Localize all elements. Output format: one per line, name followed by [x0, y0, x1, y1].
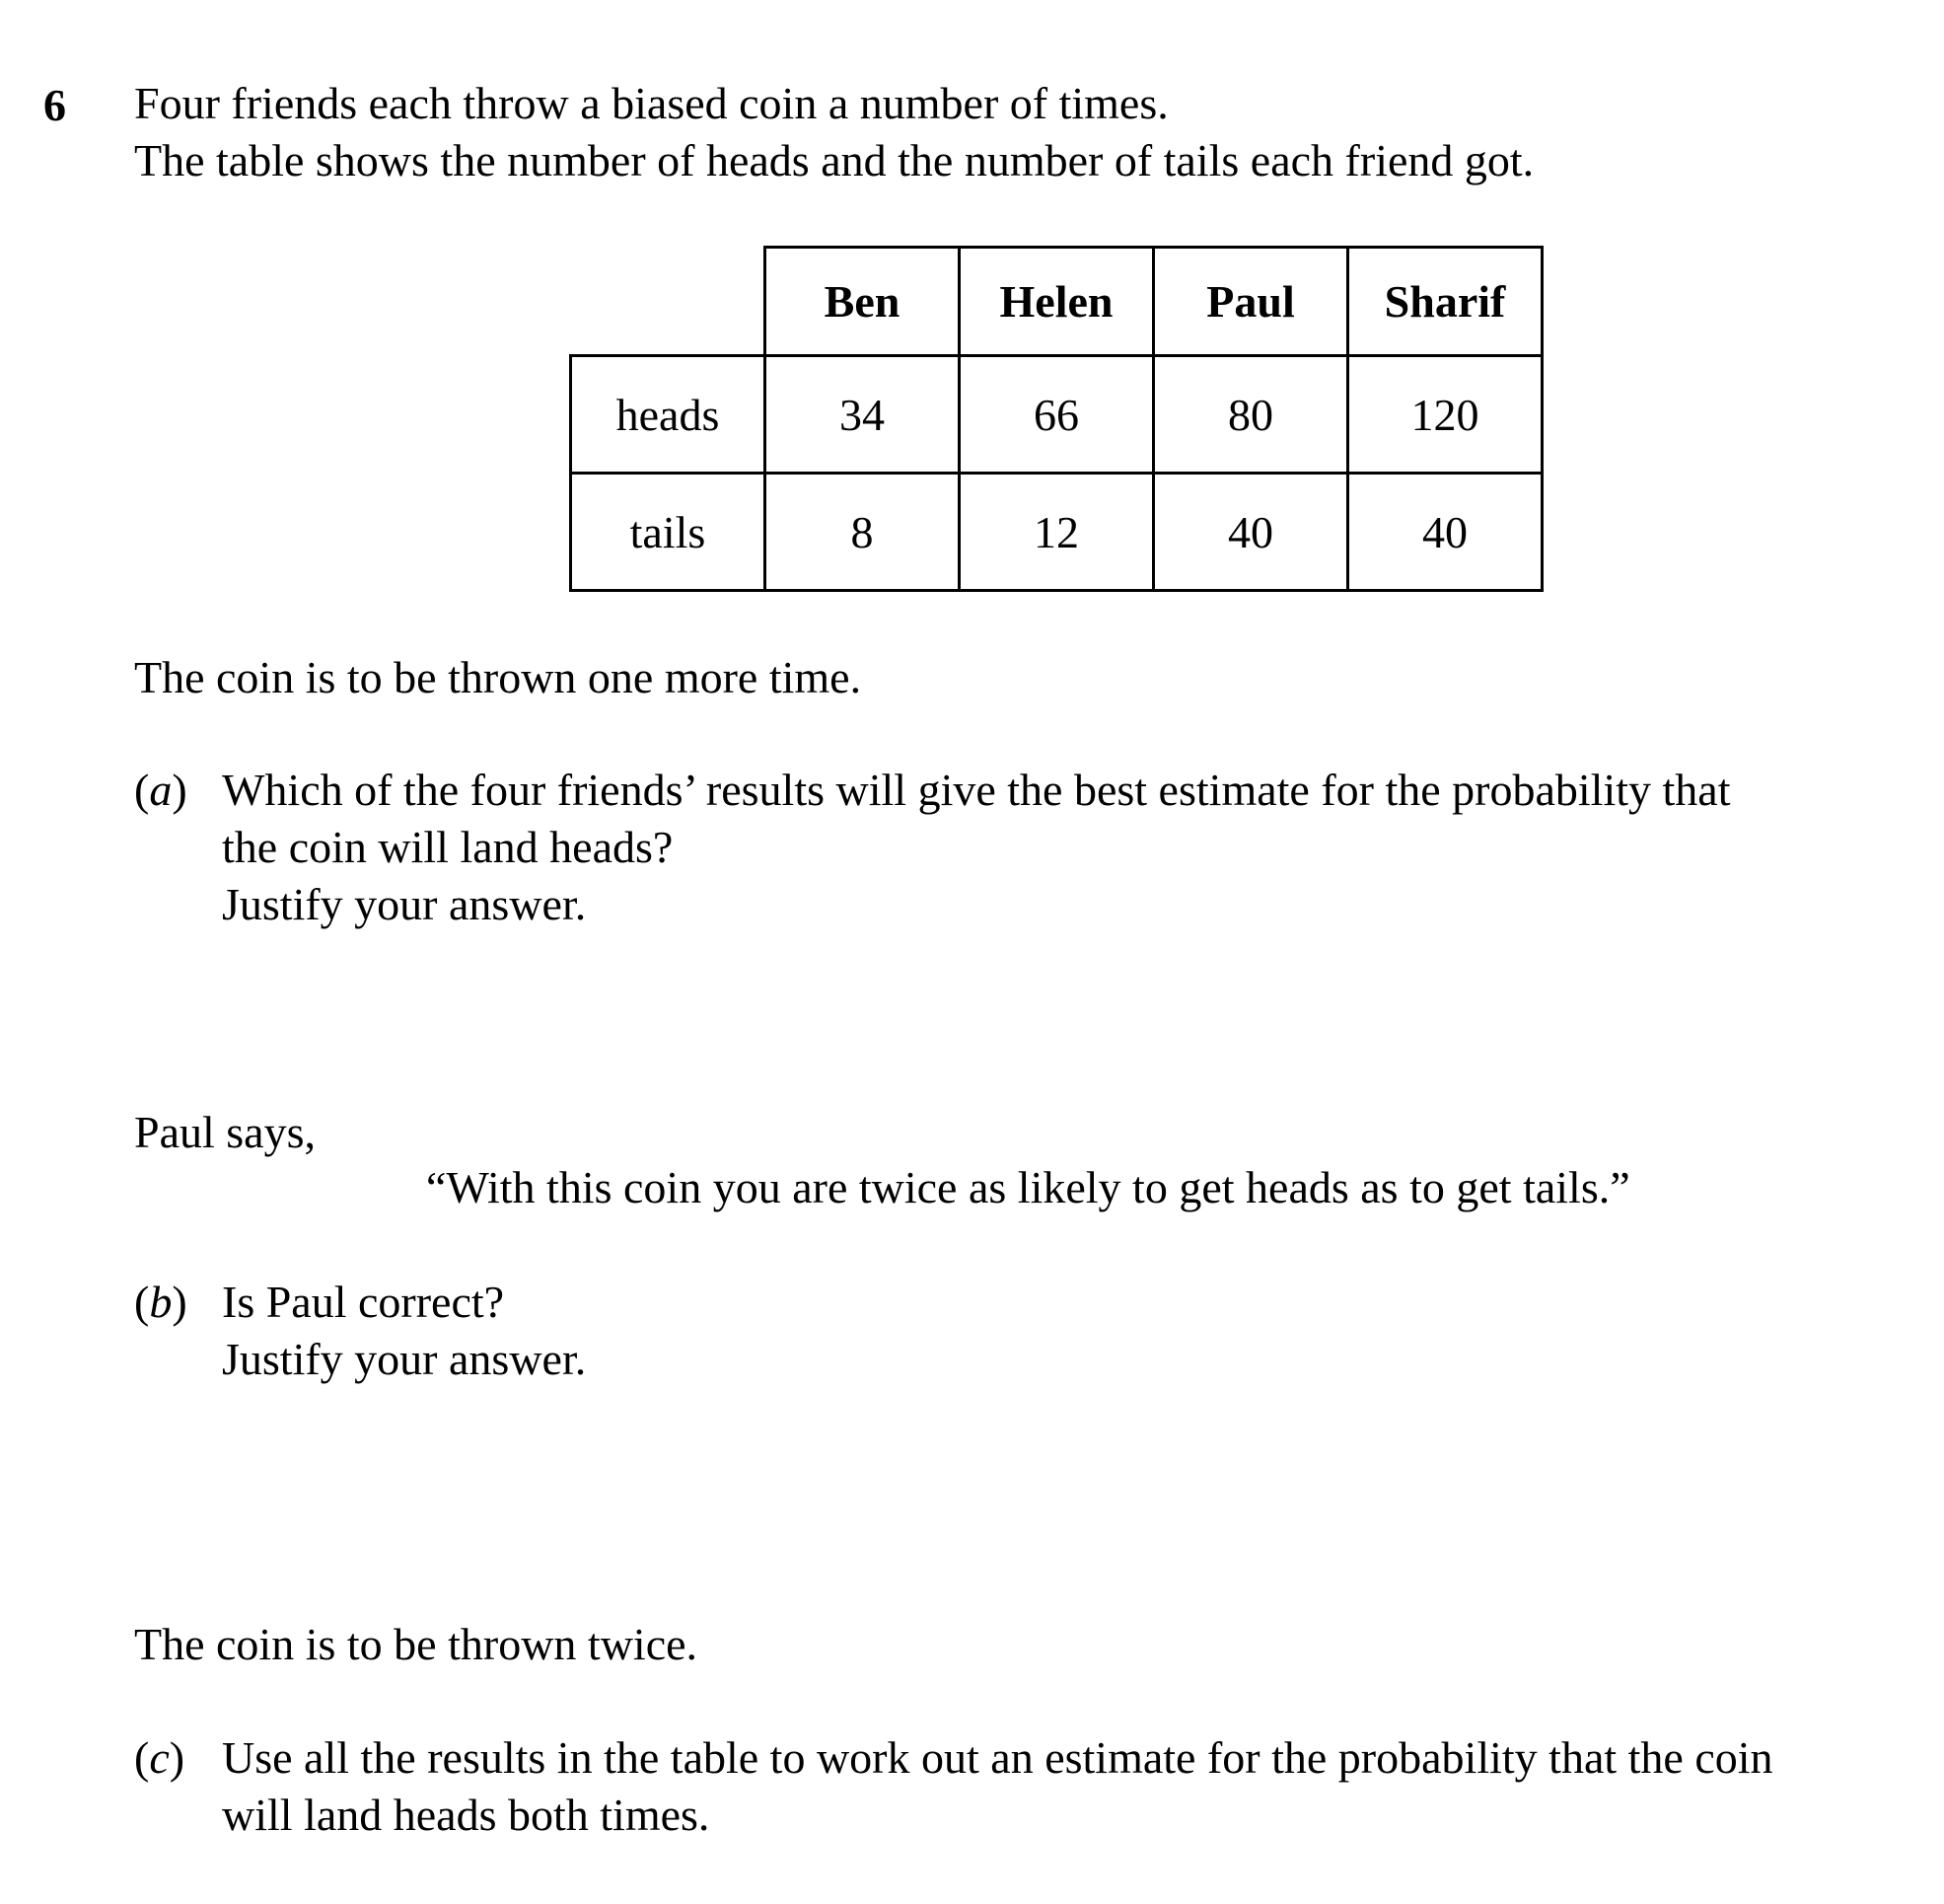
paul-says-label: Paul says, [134, 1107, 316, 1157]
part-a-line-2: the coin will land heads? [222, 822, 674, 872]
part-a-label: (a) [134, 765, 187, 815]
results-table [569, 246, 1544, 592]
table-cell: 40 [1154, 474, 1348, 591]
column-header-helen: Helen [960, 248, 1154, 356]
part-a-line-3: Justify your answer. [222, 879, 587, 929]
table-cell: 66 [960, 356, 1154, 474]
table-cell: 80 [1154, 356, 1348, 474]
table-cell: 40 [1348, 474, 1543, 591]
table-cell: 120 [1348, 356, 1543, 474]
part-c-line-1: Use all the results in the table to work out an estimate for the probability that the coin [222, 1732, 1773, 1783]
table-cell: 12 [960, 474, 1154, 591]
row-label-tails: tails [571, 474, 765, 591]
question-number: 6 [43, 80, 66, 130]
column-header-ben: Ben [765, 248, 960, 356]
paul-quote: “With this coin you are twice as likely to get heads as to get tails.” [426, 1162, 1630, 1212]
table-cell: 8 [765, 474, 960, 591]
part-b-line-1: Is Paul correct? [222, 1277, 505, 1327]
column-header-paul: Paul [1154, 248, 1348, 356]
part-c-label: (c) [134, 1732, 185, 1783]
statement-one-more-time: The coin is to be thrown one more time. [134, 652, 862, 702]
part-a-line-1: Which of the four friends’ results will give the best estimate for the probability that [222, 765, 1731, 815]
part-b-label: (b) [134, 1277, 187, 1327]
row-label-heads: heads [571, 356, 765, 474]
table-row-tails [571, 474, 1543, 591]
column-header-sharif: Sharif [1348, 248, 1543, 356]
table-corner-cell [571, 248, 765, 356]
intro-line-1: Four friends each throw a biased coin a number of times. [134, 78, 1169, 128]
part-b-line-2: Justify your answer. [222, 1334, 587, 1384]
table-cell: 34 [765, 356, 960, 474]
intro-line-2: The table shows the number of heads and the number of tails each friend got. [134, 135, 1535, 185]
table-header-row [571, 248, 1543, 356]
part-c-line-2: will land heads both times. [222, 1790, 710, 1840]
table-row-heads [571, 356, 1543, 474]
statement-thrown-twice: The coin is to be thrown twice. [134, 1619, 698, 1669]
